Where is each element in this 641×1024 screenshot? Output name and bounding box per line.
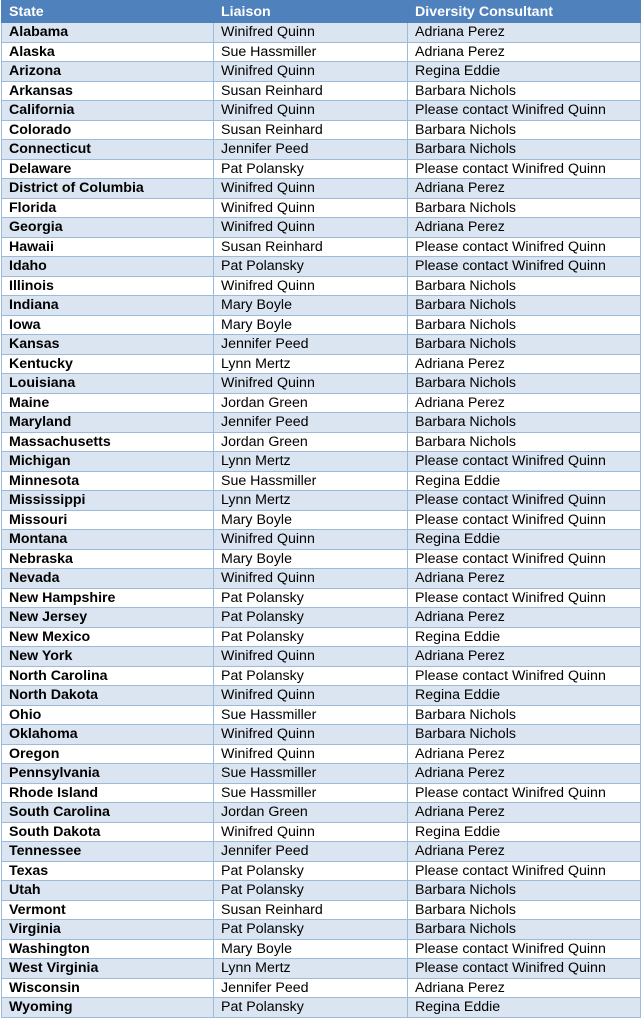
diversity-consultant-cell: Adriana Perez — [408, 42, 641, 62]
table-row — [2, 101, 641, 121]
liaison-cell: Lynn Mertz — [214, 452, 408, 472]
state-cell: Delaware — [2, 159, 214, 179]
table-row — [2, 939, 641, 959]
column-header-state: State — [2, 1, 214, 23]
diversity-consultant-cell: Barbara Nichols — [408, 120, 641, 140]
liaison-cell: Winifred Quinn — [214, 744, 408, 764]
liaison-cell: Pat Polansky — [214, 920, 408, 940]
diversity-consultant-cell: Regina Eddie — [408, 822, 641, 842]
diversity-consultant-cell: Adriana Perez — [408, 393, 641, 413]
diversity-consultant-cell: Adriana Perez — [408, 978, 641, 998]
state-cell: Michigan — [2, 452, 214, 472]
liaison-cell: Pat Polansky — [214, 588, 408, 608]
table-row — [2, 608, 641, 628]
liaison-cell: Winifred Quinn — [214, 62, 408, 82]
state-cell: District of Columbia — [2, 179, 214, 199]
liaison-cell: Mary Boyle — [214, 296, 408, 316]
state-cell: South Dakota — [2, 822, 214, 842]
liaison-cell: Pat Polansky — [214, 998, 408, 1018]
liaison-cell: Sue Hassmiller — [214, 471, 408, 491]
table-row — [2, 783, 641, 803]
diversity-consultant-cell: Please contact Winifred Quinn — [408, 861, 641, 881]
liaison-cell: Winifred Quinn — [214, 198, 408, 218]
table-row — [2, 62, 641, 82]
state-cell: Oregon — [2, 744, 214, 764]
state-cell: Florida — [2, 198, 214, 218]
liaison-cell: Pat Polansky — [214, 666, 408, 686]
table-row — [2, 705, 641, 725]
liaison-cell: Pat Polansky — [214, 257, 408, 277]
state-cell: Kentucky — [2, 354, 214, 374]
table-row — [2, 998, 641, 1018]
table-row — [2, 374, 641, 394]
liaison-cell: Winifred Quinn — [214, 725, 408, 745]
state-cell: California — [2, 101, 214, 121]
liaison-cell: Winifred Quinn — [214, 101, 408, 121]
diversity-consultant-cell: Please contact Winifred Quinn — [408, 491, 641, 511]
table-row — [2, 822, 641, 842]
liaison-cell: Pat Polansky — [214, 881, 408, 901]
table-row — [2, 666, 641, 686]
table-row — [2, 920, 641, 940]
state-cell: Nebraska — [2, 549, 214, 569]
liaison-cell: Jordan Green — [214, 432, 408, 452]
table-row — [2, 276, 641, 296]
liaison-cell: Susan Reinhard — [214, 81, 408, 101]
liaison-cell: Susan Reinhard — [214, 900, 408, 920]
diversity-consultant-cell: Barbara Nichols — [408, 432, 641, 452]
diversity-consultant-cell: Regina Eddie — [408, 471, 641, 491]
state-cell: Wisconsin — [2, 978, 214, 998]
state-cell: North Carolina — [2, 666, 214, 686]
diversity-consultant-cell: Adriana Perez — [408, 647, 641, 667]
state-cell: Massachusetts — [2, 432, 214, 452]
state-cell: New York — [2, 647, 214, 667]
table-row — [2, 218, 641, 238]
table-row — [2, 198, 641, 218]
liaison-cell: Susan Reinhard — [214, 237, 408, 257]
diversity-consultant-cell: Regina Eddie — [408, 530, 641, 550]
diversity-consultant-cell: Adriana Perez — [408, 842, 641, 862]
table-row — [2, 432, 641, 452]
liaison-cell: Winifred Quinn — [214, 647, 408, 667]
table-row — [2, 471, 641, 491]
table-row — [2, 588, 641, 608]
liaison-cell: Winifred Quinn — [214, 374, 408, 394]
diversity-consultant-cell: Barbara Nichols — [408, 276, 641, 296]
liaison-cell: Susan Reinhard — [214, 120, 408, 140]
state-cell: Rhode Island — [2, 783, 214, 803]
diversity-consultant-cell: Barbara Nichols — [408, 705, 641, 725]
diversity-consultant-cell: Regina Eddie — [408, 686, 641, 706]
liaison-cell: Jennifer Peed — [214, 978, 408, 998]
diversity-consultant-cell: Barbara Nichols — [408, 296, 641, 316]
table-row — [2, 413, 641, 433]
table-body — [2, 23, 641, 1018]
diversity-consultant-cell: Barbara Nichols — [408, 335, 641, 355]
state-cell: Alaska — [2, 42, 214, 62]
liaison-cell: Winifred Quinn — [214, 218, 408, 238]
liaison-cell: Sue Hassmiller — [214, 783, 408, 803]
state-cell: Montana — [2, 530, 214, 550]
state-cell: Maine — [2, 393, 214, 413]
diversity-consultant-cell: Adriana Perez — [408, 744, 641, 764]
state-cell: Utah — [2, 881, 214, 901]
state-cell: Ohio — [2, 705, 214, 725]
liaison-cell: Jordan Green — [214, 393, 408, 413]
liaison-cell: Sue Hassmiller — [214, 705, 408, 725]
state-cell: Maryland — [2, 413, 214, 433]
table-row — [2, 881, 641, 901]
liaison-cell: Winifred Quinn — [214, 23, 408, 43]
state-cell: Indiana — [2, 296, 214, 316]
liaison-cell: Jennifer Peed — [214, 842, 408, 862]
state-cell: Kansas — [2, 335, 214, 355]
state-cell: Arkansas — [2, 81, 214, 101]
table-row — [2, 725, 641, 745]
liaison-cell: Winifred Quinn — [214, 179, 408, 199]
state-cell: Hawaii — [2, 237, 214, 257]
diversity-consultant-cell: Please contact Winifred Quinn — [408, 549, 641, 569]
state-cell: Colorado — [2, 120, 214, 140]
liaison-cell: Winifred Quinn — [214, 530, 408, 550]
diversity-consultant-cell: Please contact Winifred Quinn — [408, 666, 641, 686]
table-row — [2, 647, 641, 667]
diversity-consultant-cell: Barbara Nichols — [408, 413, 641, 433]
state-cell: Virginia — [2, 920, 214, 940]
table-row — [2, 959, 641, 979]
table-row — [2, 764, 641, 784]
state-cell: Vermont — [2, 900, 214, 920]
state-cell: North Dakota — [2, 686, 214, 706]
diversity-consultant-cell: Barbara Nichols — [408, 920, 641, 940]
liaison-cell: Sue Hassmiller — [214, 764, 408, 784]
liaison-cell: Mary Boyle — [214, 939, 408, 959]
liaison-cell: Winifred Quinn — [214, 569, 408, 589]
diversity-consultant-cell: Please contact Winifred Quinn — [408, 452, 641, 472]
state-cell: New Jersey — [2, 608, 214, 628]
state-cell: Louisiana — [2, 374, 214, 394]
state-cell: New Hampshire — [2, 588, 214, 608]
table-row — [2, 257, 641, 277]
table-row — [2, 237, 641, 257]
state-cell: South Carolina — [2, 803, 214, 823]
table-row — [2, 179, 641, 199]
liaison-cell: Lynn Mertz — [214, 491, 408, 511]
state-cell: Wyoming — [2, 998, 214, 1018]
table-row — [2, 159, 641, 179]
diversity-consultant-cell: Regina Eddie — [408, 998, 641, 1018]
liaison-cell: Lynn Mertz — [214, 354, 408, 374]
diversity-consultant-cell: Barbara Nichols — [408, 315, 641, 335]
diversity-consultant-cell: Please contact Winifred Quinn — [408, 510, 641, 530]
diversity-consultant-cell: Adriana Perez — [408, 218, 641, 238]
table-row — [2, 803, 641, 823]
table-row — [2, 569, 641, 589]
liaison-cell: Pat Polansky — [214, 608, 408, 628]
table-row — [2, 686, 641, 706]
state-cell: Iowa — [2, 315, 214, 335]
state-cell: Mississippi — [2, 491, 214, 511]
diversity-consultant-cell: Adriana Perez — [408, 23, 641, 43]
table-row — [2, 393, 641, 413]
table-row — [2, 627, 641, 647]
diversity-consultant-cell: Please contact Winifred Quinn — [408, 237, 641, 257]
diversity-consultant-cell: Barbara Nichols — [408, 725, 641, 745]
liaison-cell: Sue Hassmiller — [214, 42, 408, 62]
diversity-consultant-cell: Please contact Winifred Quinn — [408, 257, 641, 277]
column-header-diversity-consultant: Diversity Consultant — [408, 1, 641, 23]
diversity-consultant-cell: Barbara Nichols — [408, 81, 641, 101]
header-row — [2, 1, 641, 23]
state-cell: Illinois — [2, 276, 214, 296]
liaison-cell: Pat Polansky — [214, 159, 408, 179]
liaison-cell: Winifred Quinn — [214, 686, 408, 706]
state-cell: Connecticut — [2, 140, 214, 160]
liaison-cell: Mary Boyle — [214, 315, 408, 335]
diversity-consultant-cell: Please contact Winifred Quinn — [408, 101, 641, 121]
table-row — [2, 510, 641, 530]
liaison-cell: Jennifer Peed — [214, 413, 408, 433]
table-row — [2, 744, 641, 764]
liaison-cell: Winifred Quinn — [214, 822, 408, 842]
diversity-consultant-cell: Barbara Nichols — [408, 881, 641, 901]
diversity-consultant-cell: Barbara Nichols — [408, 198, 641, 218]
liaison-cell: Jennifer Peed — [214, 140, 408, 160]
table-row — [2, 140, 641, 160]
state-cell: New Mexico — [2, 627, 214, 647]
diversity-consultant-cell: Adriana Perez — [408, 179, 641, 199]
table-row — [2, 900, 641, 920]
table-row — [2, 978, 641, 998]
liaison-cell: Jordan Green — [214, 803, 408, 823]
liaison-cell: Mary Boyle — [214, 549, 408, 569]
diversity-consultant-cell: Adriana Perez — [408, 803, 641, 823]
table-row — [2, 549, 641, 569]
state-cell: Nevada — [2, 569, 214, 589]
column-header-liaison: Liaison — [214, 1, 408, 23]
diversity-consultant-cell: Adriana Perez — [408, 764, 641, 784]
state-cell: Minnesota — [2, 471, 214, 491]
table-row — [2, 842, 641, 862]
table-row — [2, 315, 641, 335]
table-row — [2, 354, 641, 374]
diversity-consultant-cell: Adriana Perez — [408, 608, 641, 628]
table-header — [2, 1, 641, 23]
diversity-consultant-cell: Please contact Winifred Quinn — [408, 959, 641, 979]
table-row — [2, 120, 641, 140]
table-row — [2, 491, 641, 511]
table-row — [2, 335, 641, 355]
diversity-consultant-cell: Barbara Nichols — [408, 374, 641, 394]
state-cell: Alabama — [2, 23, 214, 43]
state-cell: Washington — [2, 939, 214, 959]
table-row — [2, 530, 641, 550]
diversity-consultant-cell: Adriana Perez — [408, 569, 641, 589]
liaison-cell: Pat Polansky — [214, 627, 408, 647]
diversity-consultant-cell: Regina Eddie — [408, 62, 641, 82]
liaison-cell: Jennifer Peed — [214, 335, 408, 355]
liaison-cell: Pat Polansky — [214, 861, 408, 881]
liaison-cell: Mary Boyle — [214, 510, 408, 530]
table-row — [2, 42, 641, 62]
state-cell: Texas — [2, 861, 214, 881]
diversity-consultant-cell: Barbara Nichols — [408, 140, 641, 160]
diversity-consultant-cell: Adriana Perez — [408, 354, 641, 374]
diversity-consultant-cell: Barbara Nichols — [408, 900, 641, 920]
table-row — [2, 81, 641, 101]
state-cell: Idaho — [2, 257, 214, 277]
diversity-consultant-cell: Please contact Winifred Quinn — [408, 939, 641, 959]
liaison-cell: Lynn Mertz — [214, 959, 408, 979]
table-row — [2, 452, 641, 472]
table-row — [2, 23, 641, 43]
table-row — [2, 861, 641, 881]
diversity-consultant-cell: Please contact Winifred Quinn — [408, 159, 641, 179]
diversity-consultant-cell: Please contact Winifred Quinn — [408, 588, 641, 608]
state-liaison-table — [1, 0, 641, 1018]
state-cell: Georgia — [2, 218, 214, 238]
diversity-consultant-cell: Please contact Winifred Quinn — [408, 783, 641, 803]
table-row — [2, 296, 641, 316]
diversity-consultant-cell: Regina Eddie — [408, 627, 641, 647]
state-cell: Tennessee — [2, 842, 214, 862]
liaison-cell: Winifred Quinn — [214, 276, 408, 296]
state-cell: Oklahoma — [2, 725, 214, 745]
state-cell: Arizona — [2, 62, 214, 82]
state-cell: Pennsylvania — [2, 764, 214, 784]
state-cell: Missouri — [2, 510, 214, 530]
state-cell: West Virginia — [2, 959, 214, 979]
